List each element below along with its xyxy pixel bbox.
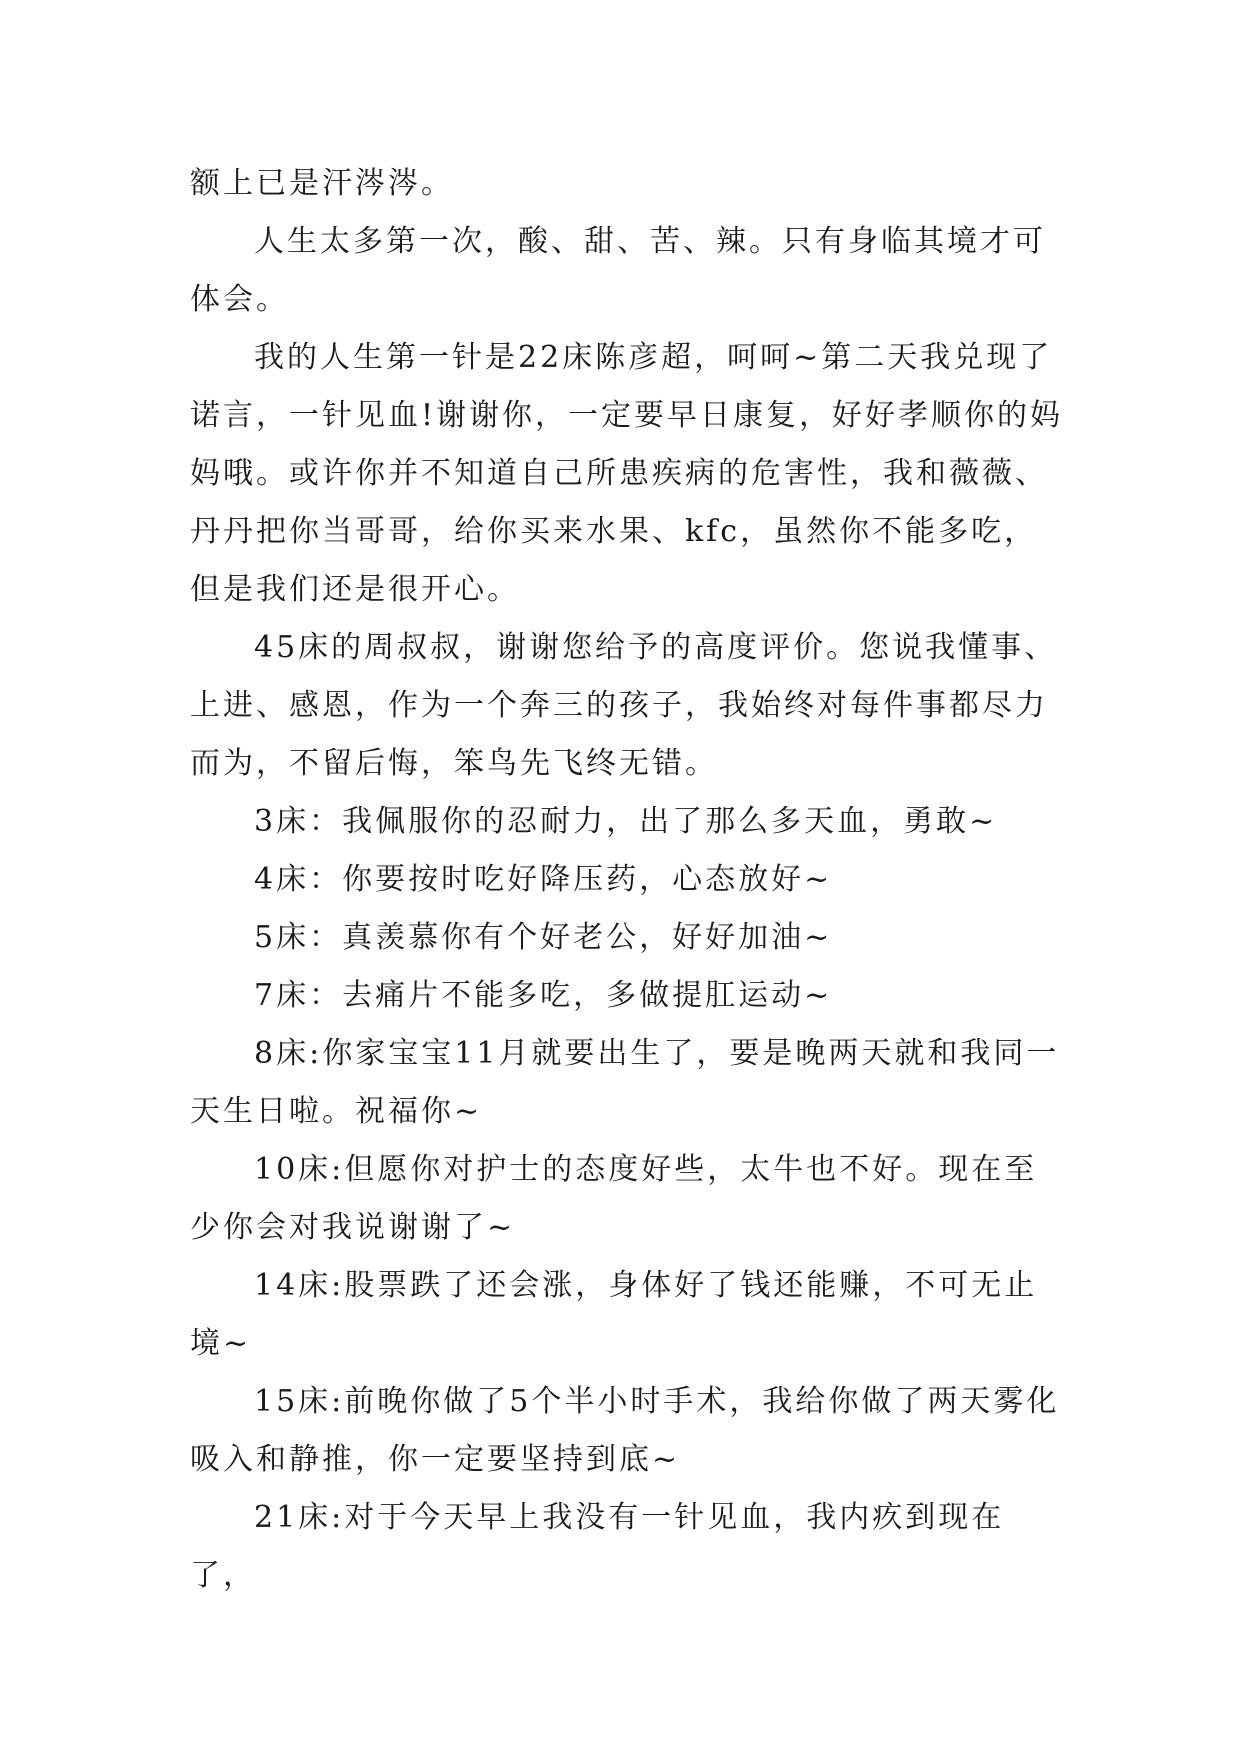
paragraph-bed-3: 3床：我佩服你的忍耐力，出了那么多天血，勇敢~ (254, 804, 998, 839)
paragraph-continuation: 额上已是汗涔涔。 (190, 166, 454, 201)
paragraph-bed-7: 7床：去痛片不能多吃，多做提肛运动~ (254, 978, 833, 1013)
paragraph-bed-8: 8床:你家宝宝11月就要出生了，要是晚两天就和我同一天生日啦。祝福你~ (190, 1036, 1060, 1129)
paragraph-bed-5: 5床：真羡慕你有个好老公，好好加油~ (254, 920, 833, 955)
paragraph-first-injection: 我的人生第一针是22床陈彦超，呵呵~第二天我兑现了诺言，一针见血!谢谢你，一定要早日康复，好好孝顺你的妈妈哦。或许你并不知道自己所患疾病的危害性，我和薇薇、丹丹把你当哥哥，给你买来水果、kfc，虽然你不能多吃，但是我们还是很开心。 (190, 340, 1064, 607)
paragraph-bed-15: 15床:前晚你做了5个半小时手术，我给你做了两天雾化吸入和静推，你一定要坚持到底~ (190, 1384, 1060, 1477)
paragraph-first-times: 人生太多第一次，酸、甜、苦、辣。只有身临其境才可体会。 (190, 224, 1046, 317)
paragraph-bed-45: 45床的周叔叔，谢谢您给予的高度评价。您说我懂事、上进、感恩，作为一个奔三的孩子，我始终对每件事都尽力而为，不留后悔，笨鸟先飞终无错。 (190, 630, 1058, 781)
paragraph-bed-10: 10床:但愿你对护士的态度好些，太牛也不好。现在至少你会对我说谢谢了~ (190, 1152, 1038, 1245)
paragraph-bed-14: 14床:股票跌了还会涨，身体好了钱还能赚，不可无止境~ (190, 1268, 1038, 1361)
paragraph-bed-21: 21床:对于今天早上我没有一针见血，我内疚到现在了， (190, 1500, 1005, 1593)
document-body (190, 155, 1070, 1605)
paragraph-bed-4: 4床：你要按时吃好降压药，心态放好~ (254, 862, 833, 897)
